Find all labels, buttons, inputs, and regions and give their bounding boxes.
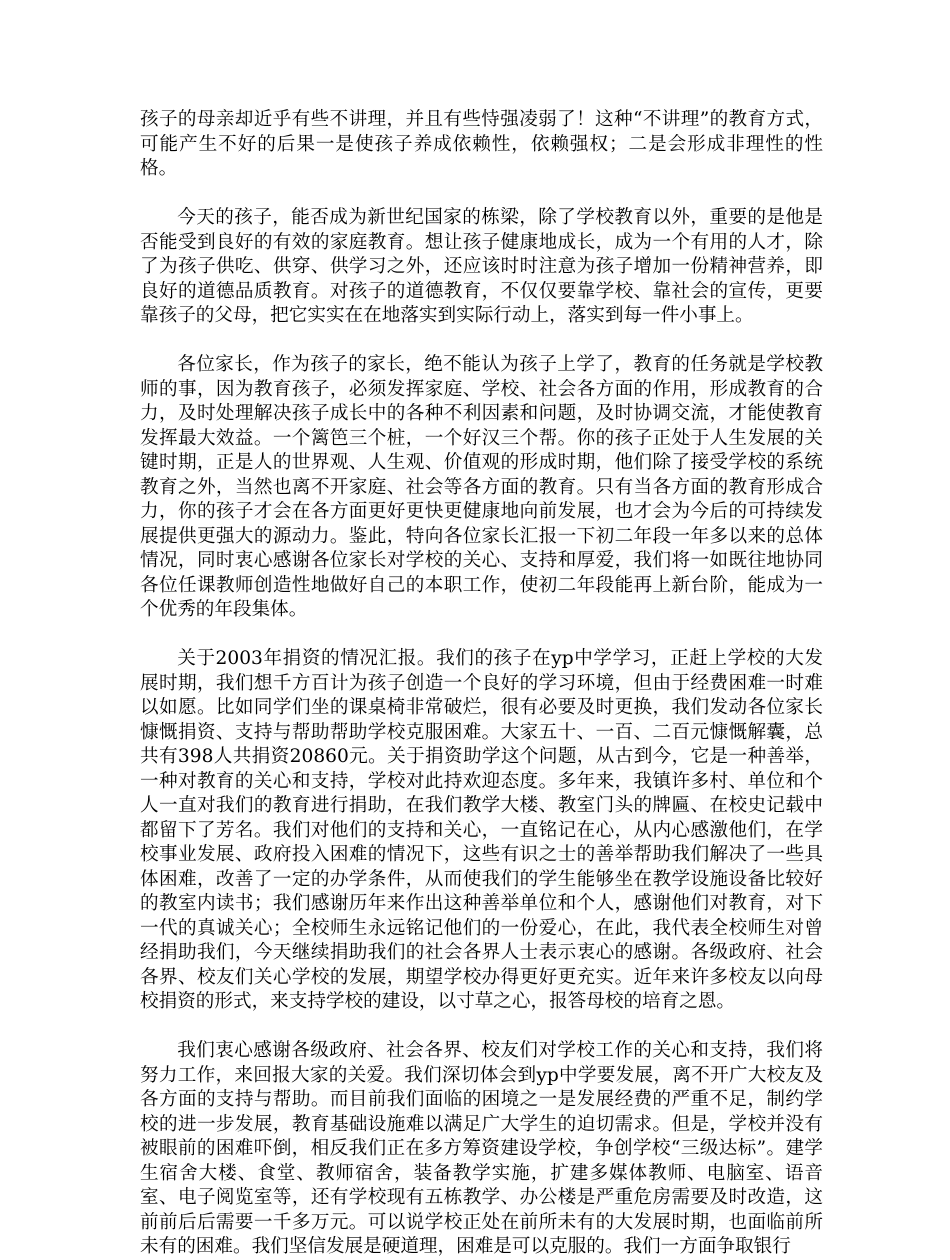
paragraph-donation-report: 关于2003年捐资的情况汇报。我们的孩子在yp中学学习，正赶上学校的大发展时期，我们想千方百计为孩子创造一个良好的学习环境，但由于经费困难一时难以如愿。比如同学们坐的课桌椅非常破烂，很有必要及时更换，我们发动各位家长慷慨捐资、支持与帮助帮助学校克服困难。大家五十、一百、二百元慷慨解囊，总共有398人共捐资20860元。关于捐资助学这个问题，从古到今，它是一种善举，一种对教育的关心和支持，学校对此持欢迎态度。多年来，我镇许多村、单位和个人一直对我们的教育进行捐助，在我们教学大楼、教室门头的牌匾、在校史记载中都留下了芳名。我们对他们的支持和关心，一直铭记在心，从内心感激他们，在学校事业发展、政府投入困难的情况下，这些有识之士的善举帮助我们解决了一些具体困难，改善了一定的办学条件，从而使我们的学生能够坐在教学设施设备比较好的教室内读书；我们感谢历年来作出这种善举单位和个人，感谢他们对教育，对下一代的真诚关心；全校师生永远铭记他们的一份爱心，在此，我代表全校师生对曾经捐助我们，今天继续捐助我们的社会各界人士表示衷心的感谢。各级政府、社会各界、校友们关心学校的发展，期望学校办得更好更充实。近年来许多校友以向母校捐资的形式，来支持学校的建设，以寸草之心，报答母校的培育之恩。 <box>140 648 823 1012</box>
paragraph-school-development: 我们衷心感谢各级政府、社会各界、校友们对学校工作的关心和支持，我们将努力工作，来回报大家的关爱。我们深切体会到yp中学要发展，离不开广大校友及各方面的支持与帮助。而目前我们面临的困境之一是发展经费的严重不足，制约学校的进一步发展，教育基础设施难以满足广大学生的迫切需求。但是，学校并没有被眼前的困难吓倒，相反我们正在多方筹资建设学校，争创学校“三级达标”。建学生宿舍大楼、食堂、教师宿舍，装备教学实施，扩建多媒体教师、电脑室、语音室、电子阅览室等，还有学校现有五栋教学、办公楼是严重危房需要及时改造，这前前后后需要一千多万元。可以说学校正处在前所未有的大发展时期，也面临前所未有的困难。我们坚信发展是硬道理，困难是可以克服的。我们一方面争取银行 <box>140 1040 823 1257</box>
paragraph-parents-role: 各位家长，作为孩子的家长，绝不能认为孩子上学了，教育的任务就是学校教师的事，因为教育孩子，必须发挥家庭、学校、社会各方面的作用，形成教育的合力，及时处理解决孩子成长中的各种不利因素和问题，及时协调交流，才能使教育发挥最大效益。一个篱笆三个桩，一个好汉三个帮。你的孩子正处于人生发展的关键时期，正是人的世界观、人生观、价值观的形成时期，他们除了接受学校的系统教育之外，当然也离不开家庭、社会等各方面的教育。只有当各方面的教育形成合力，你的孩子才会在各方面更好更快更健康地向前发展，也才会为今后的可持续发展提供更强大的源动力。鉴此，特向各位家长汇报一下初二年段一年多以来的总体情况，同时衷心感谢各位家长对学校的关心、支持和厚爱，我们将一如既往地协同各位任课教师创造性地做好自己的本职工作，使初二年段能再上新台阶，能成为一个优秀的年段集体。 <box>140 354 823 620</box>
paragraph-continuation: 孩子的母亲却近乎有些不讲理，并且有些恃强凌弱了！这种“不讲理”的教育方式，可能产生不好的后果一是使孩子养成依赖性，依赖强权；二是会形成非理性的性格。 <box>140 109 823 179</box>
paragraph-family-education: 今天的孩子，能否成为新世纪国家的栋梁，除了学校教育以外，重要的是他是否能受到良好的有效的家庭教育。想让孩子健康地成长，成为一个有用的人才，除了为孩子供吃、供穿、供学习之外，还应该时时注意为孩子增加一份精神营养，即良好的道德品质教育。对孩子的道德教育，不仅仅要靠学校、靠社会的宣传，更要靠孩子的父母，把它实实在在地落实到实际行动上，落实到每一件小事上。 <box>140 207 823 326</box>
document-page <box>140 108 823 1260</box>
